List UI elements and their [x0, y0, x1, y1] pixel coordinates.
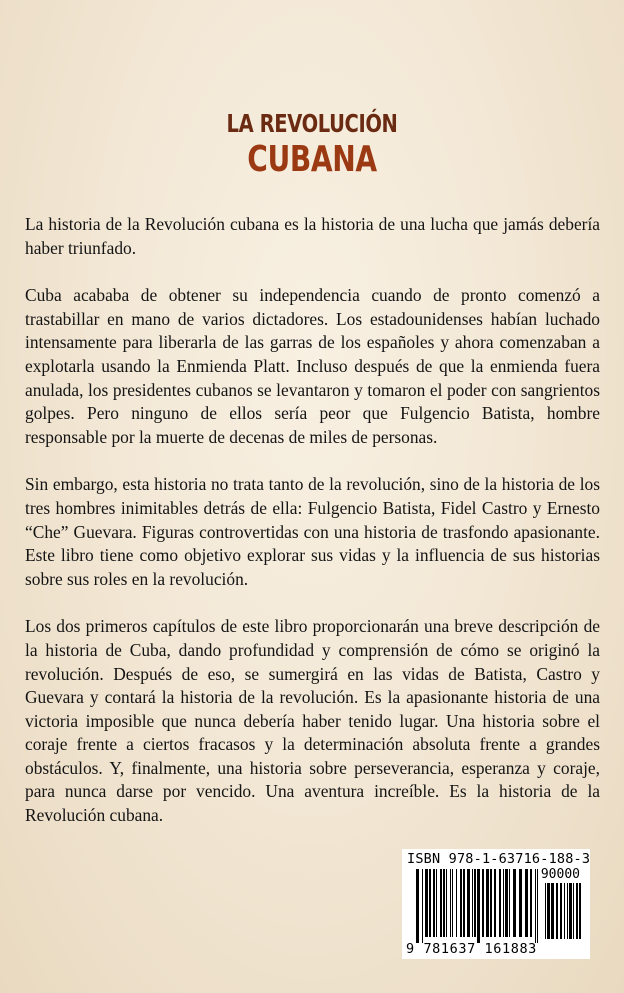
barcode-bar — [545, 883, 546, 939]
price-code: 90000 — [540, 867, 580, 882]
barcode-bar — [579, 883, 581, 939]
blurb-paragraph: Sin embargo, esta historia no trata tanto de la revolución, sino de la historia de los tres hombres inimitables detrás de ella: Fulgencio Batista, Fidel Castro y Ernesto “Che” Guevara. Figuras controvertidas con una historia de trasfondo apasionante. Este libro tiene como objetivo explorar sus vidas y la influencia de sus historias sobre sus roles en la revolución. — [25, 474, 600, 589]
barcode-bar — [499, 869, 501, 937]
isbn-label: ISBN 978-1-63716-188-3 — [407, 851, 591, 867]
barcode-bar — [505, 869, 508, 937]
barcode-bar — [567, 883, 568, 939]
barcode-bar — [416, 869, 419, 943]
barcode-bar — [519, 869, 522, 937]
barcode-bar — [429, 869, 431, 937]
addon-bars — [545, 883, 583, 945]
barcode-bar — [509, 869, 510, 937]
barcode-bar — [576, 883, 578, 939]
barcode-bar — [456, 869, 457, 937]
barcode-bar — [547, 883, 550, 939]
barcode-bar — [486, 869, 489, 937]
back-cover-blurb — [25, 213, 600, 852]
barcode-bar — [503, 869, 504, 937]
barcode-bar — [452, 869, 453, 937]
barcode-bar — [446, 869, 447, 937]
book-title — [0, 108, 624, 180]
barcode-bar — [450, 869, 451, 937]
barcode-bar — [551, 883, 554, 939]
barcode-bar — [525, 869, 528, 937]
barcode-bar — [463, 869, 465, 937]
ean-digits: 9 781637 161883 — [406, 941, 537, 957]
blurb-paragraph: La historia de la Revolución cubana es la historia de una lucha que jamás debería haber triunfado. — [25, 214, 600, 258]
barcode-bar — [530, 869, 532, 937]
barcode-bar — [440, 869, 442, 937]
barcode-bar — [425, 869, 428, 937]
blurb-paragraph: Cuba acababa de obtener su independencia cuando de pronto comenzó a trastabillar en mano de varios dictadores. Los estadounidenses habían luchado intensamente para liberarla de las garras de los españoles y ahora comenzaban a explotarla usando la Enmienda Platt. Incluso después de que la enmienda fuera anulada, los presidentes cubanos se levantaron y tomaron el poder con sangrientos golpes. Pero ninguno de ellos sería peor que Fulgencio Batista, hombre responsable por la muerte de decenas de miles de personas. — [25, 285, 600, 447]
barcode-bar — [474, 869, 476, 937]
ean-bars — [416, 869, 540, 943]
barcode-bar — [569, 883, 572, 939]
barcode-bar — [560, 883, 562, 939]
barcode-bar — [472, 869, 473, 937]
isbn-barcode — [402, 849, 590, 959]
barcode-bar — [467, 869, 470, 937]
barcode-bar — [564, 883, 565, 939]
barcode-bar — [537, 869, 538, 943]
barcode-bar — [460, 869, 462, 937]
barcode-bar — [477, 869, 480, 943]
barcode-bar — [436, 869, 437, 937]
blurb-paragraph: Los dos primeros capítulos de este libro proporcionarán una breve descripción de la historia de Cuba, dando profundidad y comprensión de cómo se originó la revolución. Después de eso, se sumergirá en las vidas de Batista, Castro y Guevara y contará la historia de la revolución. Es la apasionante historia de una victoria imposible que nunca debería haber tenido lugar. Una historia sobre el coraje frente a ciertos fracasos y la determinación absoluta frente a grandes obstáculos. Y, finalmente, una historia sobre perseverancia, esperanza y coraje, para nunca darse por vencido. Una aventura increíble. Es la historia de la Revolución cubana. — [25, 616, 600, 826]
barcode-bar — [422, 869, 423, 943]
barcode-bar — [535, 869, 536, 943]
barcode-bar — [482, 869, 484, 937]
barcode-bar — [443, 869, 445, 937]
barcode-bar — [490, 869, 492, 937]
book-title-line-2: CUBANA — [247, 139, 377, 180]
barcode-bar — [433, 869, 435, 937]
book-title-line-1: LA REVOLUCIÓN — [226, 109, 398, 138]
barcode-bar — [494, 869, 496, 937]
barcode-bar — [556, 883, 558, 939]
barcode-bar — [513, 869, 516, 937]
barcode-bar — [573, 883, 574, 939]
